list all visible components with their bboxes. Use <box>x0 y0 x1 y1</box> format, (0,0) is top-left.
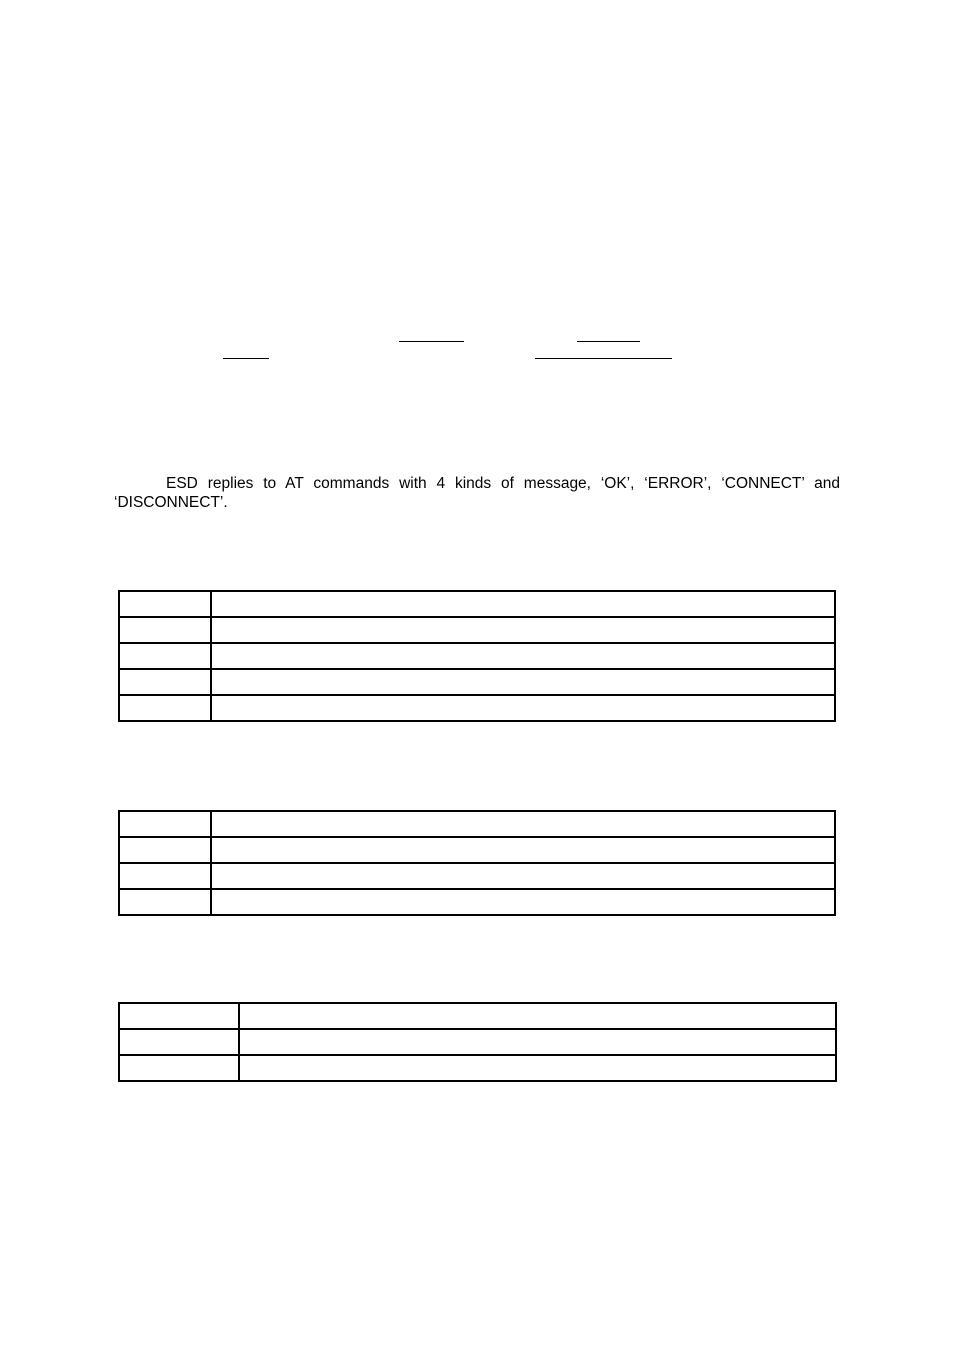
table-cell <box>239 1029 836 1055</box>
table-cell <box>239 1055 836 1081</box>
underline-4 <box>535 358 672 359</box>
table-cell <box>211 617 835 643</box>
table-row <box>119 591 835 617</box>
table-row <box>119 837 835 863</box>
table-cell <box>239 1003 836 1029</box>
table-cell <box>211 837 835 863</box>
table-cell <box>119 889 211 915</box>
table-cell <box>211 695 835 721</box>
table-cell <box>211 889 835 915</box>
table-cell <box>211 591 835 617</box>
table-row <box>119 669 835 695</box>
response-table-2 <box>118 810 836 916</box>
table-cell <box>119 811 211 837</box>
table-cell <box>119 837 211 863</box>
table-cell <box>119 1055 239 1081</box>
table-row <box>119 695 835 721</box>
table-row <box>119 617 835 643</box>
table-cell <box>119 1029 239 1055</box>
underline-2 <box>577 341 640 342</box>
table-row <box>119 863 835 889</box>
table-cell <box>211 811 835 837</box>
body-paragraph: ESD replies to AT commands with 4 kinds of message, ‘OK’, ‘ERROR’, ‘CONNECT’ and ‘DISCONNECT’. <box>114 475 840 511</box>
table-cell <box>119 863 211 889</box>
table-row <box>119 1029 836 1055</box>
table-cell <box>119 617 211 643</box>
table-cell <box>119 643 211 669</box>
table-cell <box>211 643 835 669</box>
response-table-3 <box>118 1002 837 1082</box>
table-cell <box>211 669 835 695</box>
table-row <box>119 1055 836 1081</box>
table-row <box>119 889 835 915</box>
table-row <box>119 643 835 669</box>
underline-1 <box>399 341 464 342</box>
table-cell <box>119 1003 239 1029</box>
table-row <box>119 811 835 837</box>
response-table-1 <box>118 590 836 722</box>
table-cell <box>119 695 211 721</box>
table-cell <box>211 863 835 889</box>
underline-3 <box>223 358 269 359</box>
table-row <box>119 1003 836 1029</box>
table-cell <box>119 591 211 617</box>
table-cell <box>119 669 211 695</box>
